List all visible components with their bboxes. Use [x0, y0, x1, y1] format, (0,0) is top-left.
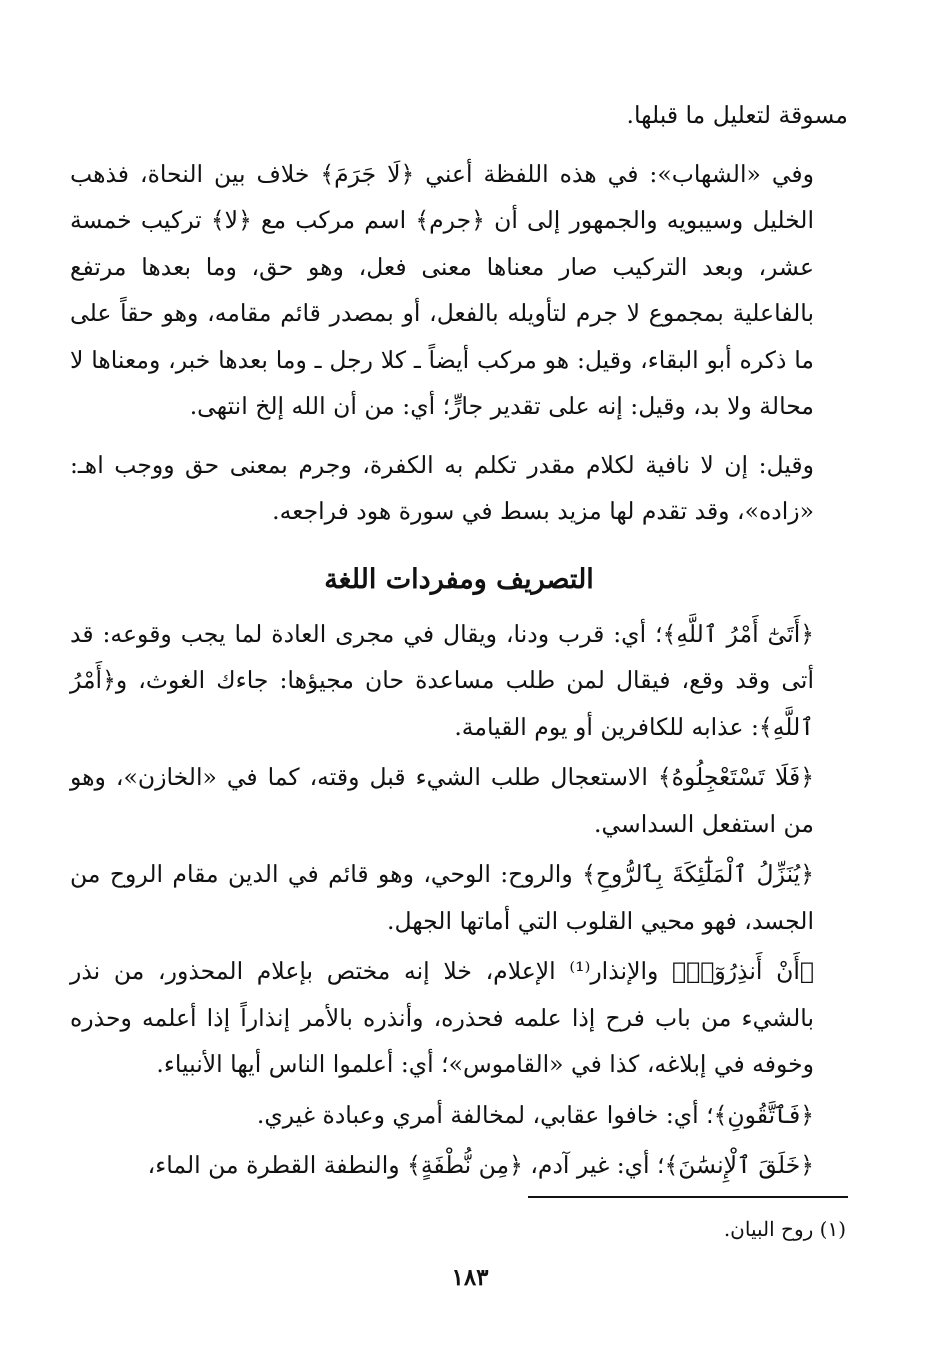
paragraph-andhiru: ﴿أَنْ أَنذِرُوٓا۟﴾ والإنذار⁽¹⁾ الإعلام، خلا إنه مختص بإعلام المحذور، من نذر بالشيء من باب فرح إذا علمه فحذره، وأنذره بالأمر إنذاراً إذا أعلمه وحذره وخوفه في إبلاغه، كذا في «القاموس»؛ أي: أعلموا الناس أيها الأنبياء.	[70, 957, 814, 1078]
paragraph-yunazzil: ﴿يُنَزِّلُ ٱلْمَلَٰٓئِكَةَ بِٱلرُّوحِ﴾ والروح: الوحي، وهو قائم في الدين مقام الروح من الجسد، فهو محيي القلوب التي أماتها الجهل.	[70, 860, 814, 935]
footnote-divider	[528, 1196, 848, 1198]
page-body	[70, 92, 848, 1189]
section-heading: التصريف ومفردات اللغة	[324, 563, 594, 595]
footnote: (١) روح البيان.	[723, 1217, 846, 1241]
paragraph-ata-amr: ﴿أَتَىٰٓ أَمْرُ ٱللَّهِ﴾؛ أي: قرب ودنا، ويقال في مجرى العادة لما يجب وقوعه: قد أتى وقد وقع، فيقال لمن طلب مساعدة حان مجيؤها: جاءك الغوث، و﴿أَمْرُ ٱللَّهِ﴾: عذابه للكافرين أو يوم القيامة.	[70, 619, 814, 741]
paragraph-fattaqun: ﴿فَٱتَّقُونِ﴾؛ أي: خافوا عقابي، لمخالفة أمري وعبادة غيري.	[256, 1100, 814, 1129]
page-number: ١٨٣	[451, 1264, 489, 1291]
paragraph-qila: وقيل: إن لا نافية لكلام مقدر تكلم به الكفرة، وجرم بمعنى حق ووجب اهـ: «زاده»، وقد تقدم لها مزيد بسط في سورة هود فراجعه.	[70, 450, 814, 525]
paragraph-continuation: مسوقة لتعليل ما قبلها.	[626, 101, 848, 129]
paragraph-khalaqa: ﴿خَلَقَ ٱلْإِنسَٰنَ﴾؛ أي: غير آدم، ﴿مِن نُّطْفَةٍ﴾ والنطفة القطرة من الماء،	[147, 1151, 814, 1179]
paragraph-tastajiluhu: ﴿فَلَا تَسْتَعْجِلُوهُ﴾ الاستعجال طلب الشيء قبل وقته، كما في «الخازن»، وهو من استفعل السداسي.	[70, 763, 814, 838]
paragraph-shihab: وفي «الشهاب»: في هذه اللفظة أعني ﴿لَا جَرَمَ﴾ خلاف بين النحاة، فذهب الخليل وسيبويه والجمهور إلى أن ﴿جرم﴾ اسم مركب مع ﴿لا﴾ تركيب خمسة عشر، وبعد التركيب صار معناها معنى فعل، وهو حق، وما بعدها مرتفع بالفاعلية بمجموع لا جرم لتأويله بالفعل، أو بمصدر قائم مقامه، وهو حقاً على ما ذكره أبو البقاء، وقيل: هو مركب أيضاً ـ كلا رجل ـ وما بعدها خبر، ومعناها لا محالة ولا بد، وقيل: إنه على تقدير جارٍّ؛ أي: من أن الله إلخ انتهى.	[70, 159, 814, 420]
